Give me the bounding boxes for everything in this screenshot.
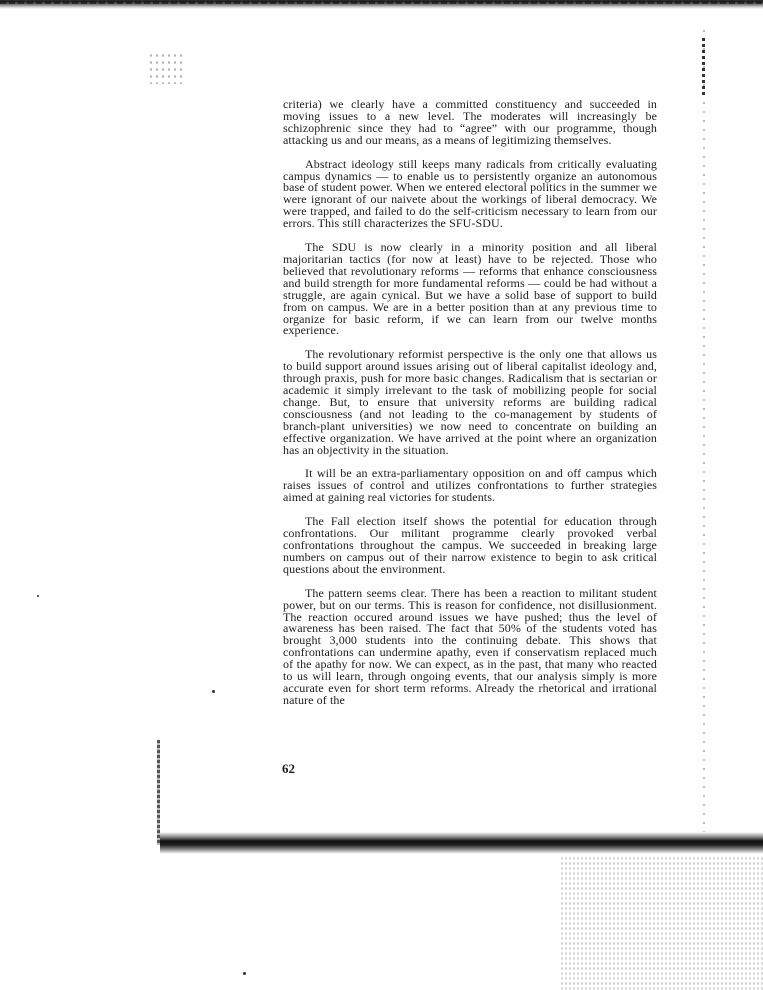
scan-right-spine [703, 30, 705, 840]
scan-bottom-shadow [160, 832, 763, 854]
paragraph: The revolutionary reformist perspective is the only one that allows us to build support around issues arising out of liberal capitalist ideology and, through praxis, push for more basic changes. Radicalism that is sectarian or academic it simply irrelevant to the task of mobilizing people for social change. But, to ensure that university reforms are building radical consciousness (and not leading to the co-management by students of branch-plant universities) we now need to concentrate on building an effective organization. We have arrived at the point where an organization has an objectivity in the situation. [283, 347, 657, 457]
paragraph: The SDU is now clearly in a minority position and all liberal majoritarian tactics (for now at least) have to be rejected. Those who believed that revolutionary reforms — reforms that enhance consciousness and build strength for more fundamental reforms — could be had without a struggle, are again cynical. But we have a solid base of support to build from on campus. We are in a better position than at any previous time to organize for basic reform, if we can learn from our twelve months experience. [283, 240, 657, 338]
scan-left-spine [157, 740, 160, 845]
paragraph: Abstract ideology still keeps many radicals from critically evaluating campus dynamics — to enable us to persistently organize an autonomous base of student power. When we entered electoral politics in the summer we were ignorant of our naivete about the workings of liberal democracy. We were trapped, and failed to do the self-criticism necessary to learn from our errors. This still characterizes the SFU-SDU. [283, 156, 657, 231]
paragraph: The pattern seems clear. There has been a reaction to militant student power, but on our terms. This is reason for confidence, not disillusionment. The reaction occured around issues we have pushed; thus the level of awareness has been raised. The fact that 50% of the students voted has brought 3,000 students into the continuing debate. This shows that confrontations can undermine apathy, even if conservatism replaced much of the apathy for now. We can expect, as in the past, that many who reacted to us will learn, through ongoing events, that our analysis simply is more accurate even for short term reforms. Already the rhetorical and irrational nature of the [283, 585, 657, 707]
paragraph: The Fall election itself shows the potential for education through confrontations. Our militant programme clearly provoked verbal confrontations throughout the campus. We succeeded in breaking large numbers on campus out of their narrow existence to begin to ask critical questions about the environment. [283, 514, 657, 576]
scan-bottom-dots [560, 856, 763, 990]
scan-speck-cluster [148, 52, 184, 84]
page-number: 62 [282, 761, 295, 776]
page-body [283, 99, 657, 719]
scan-speck [37, 595, 39, 597]
scan-top-dash [0, 1, 763, 4]
paragraph: It will be an extra-parliamentary opposition on and off campus which raises issues of control and utilizes confrontations to further strategies aimed at gaining real victories for students. [283, 466, 657, 505]
scan-speck [243, 972, 246, 975]
scan-right-mark [702, 38, 705, 98]
paragraph: criteria) we clearly have a committed constituency and succeeded in moving issues to a new level. The moderates will increasingly be schizophrenic since they had to “agree” with our programme, though attacking us and our means, as a means of legitimizing themselves. [283, 97, 657, 147]
scan-speck [212, 690, 215, 693]
